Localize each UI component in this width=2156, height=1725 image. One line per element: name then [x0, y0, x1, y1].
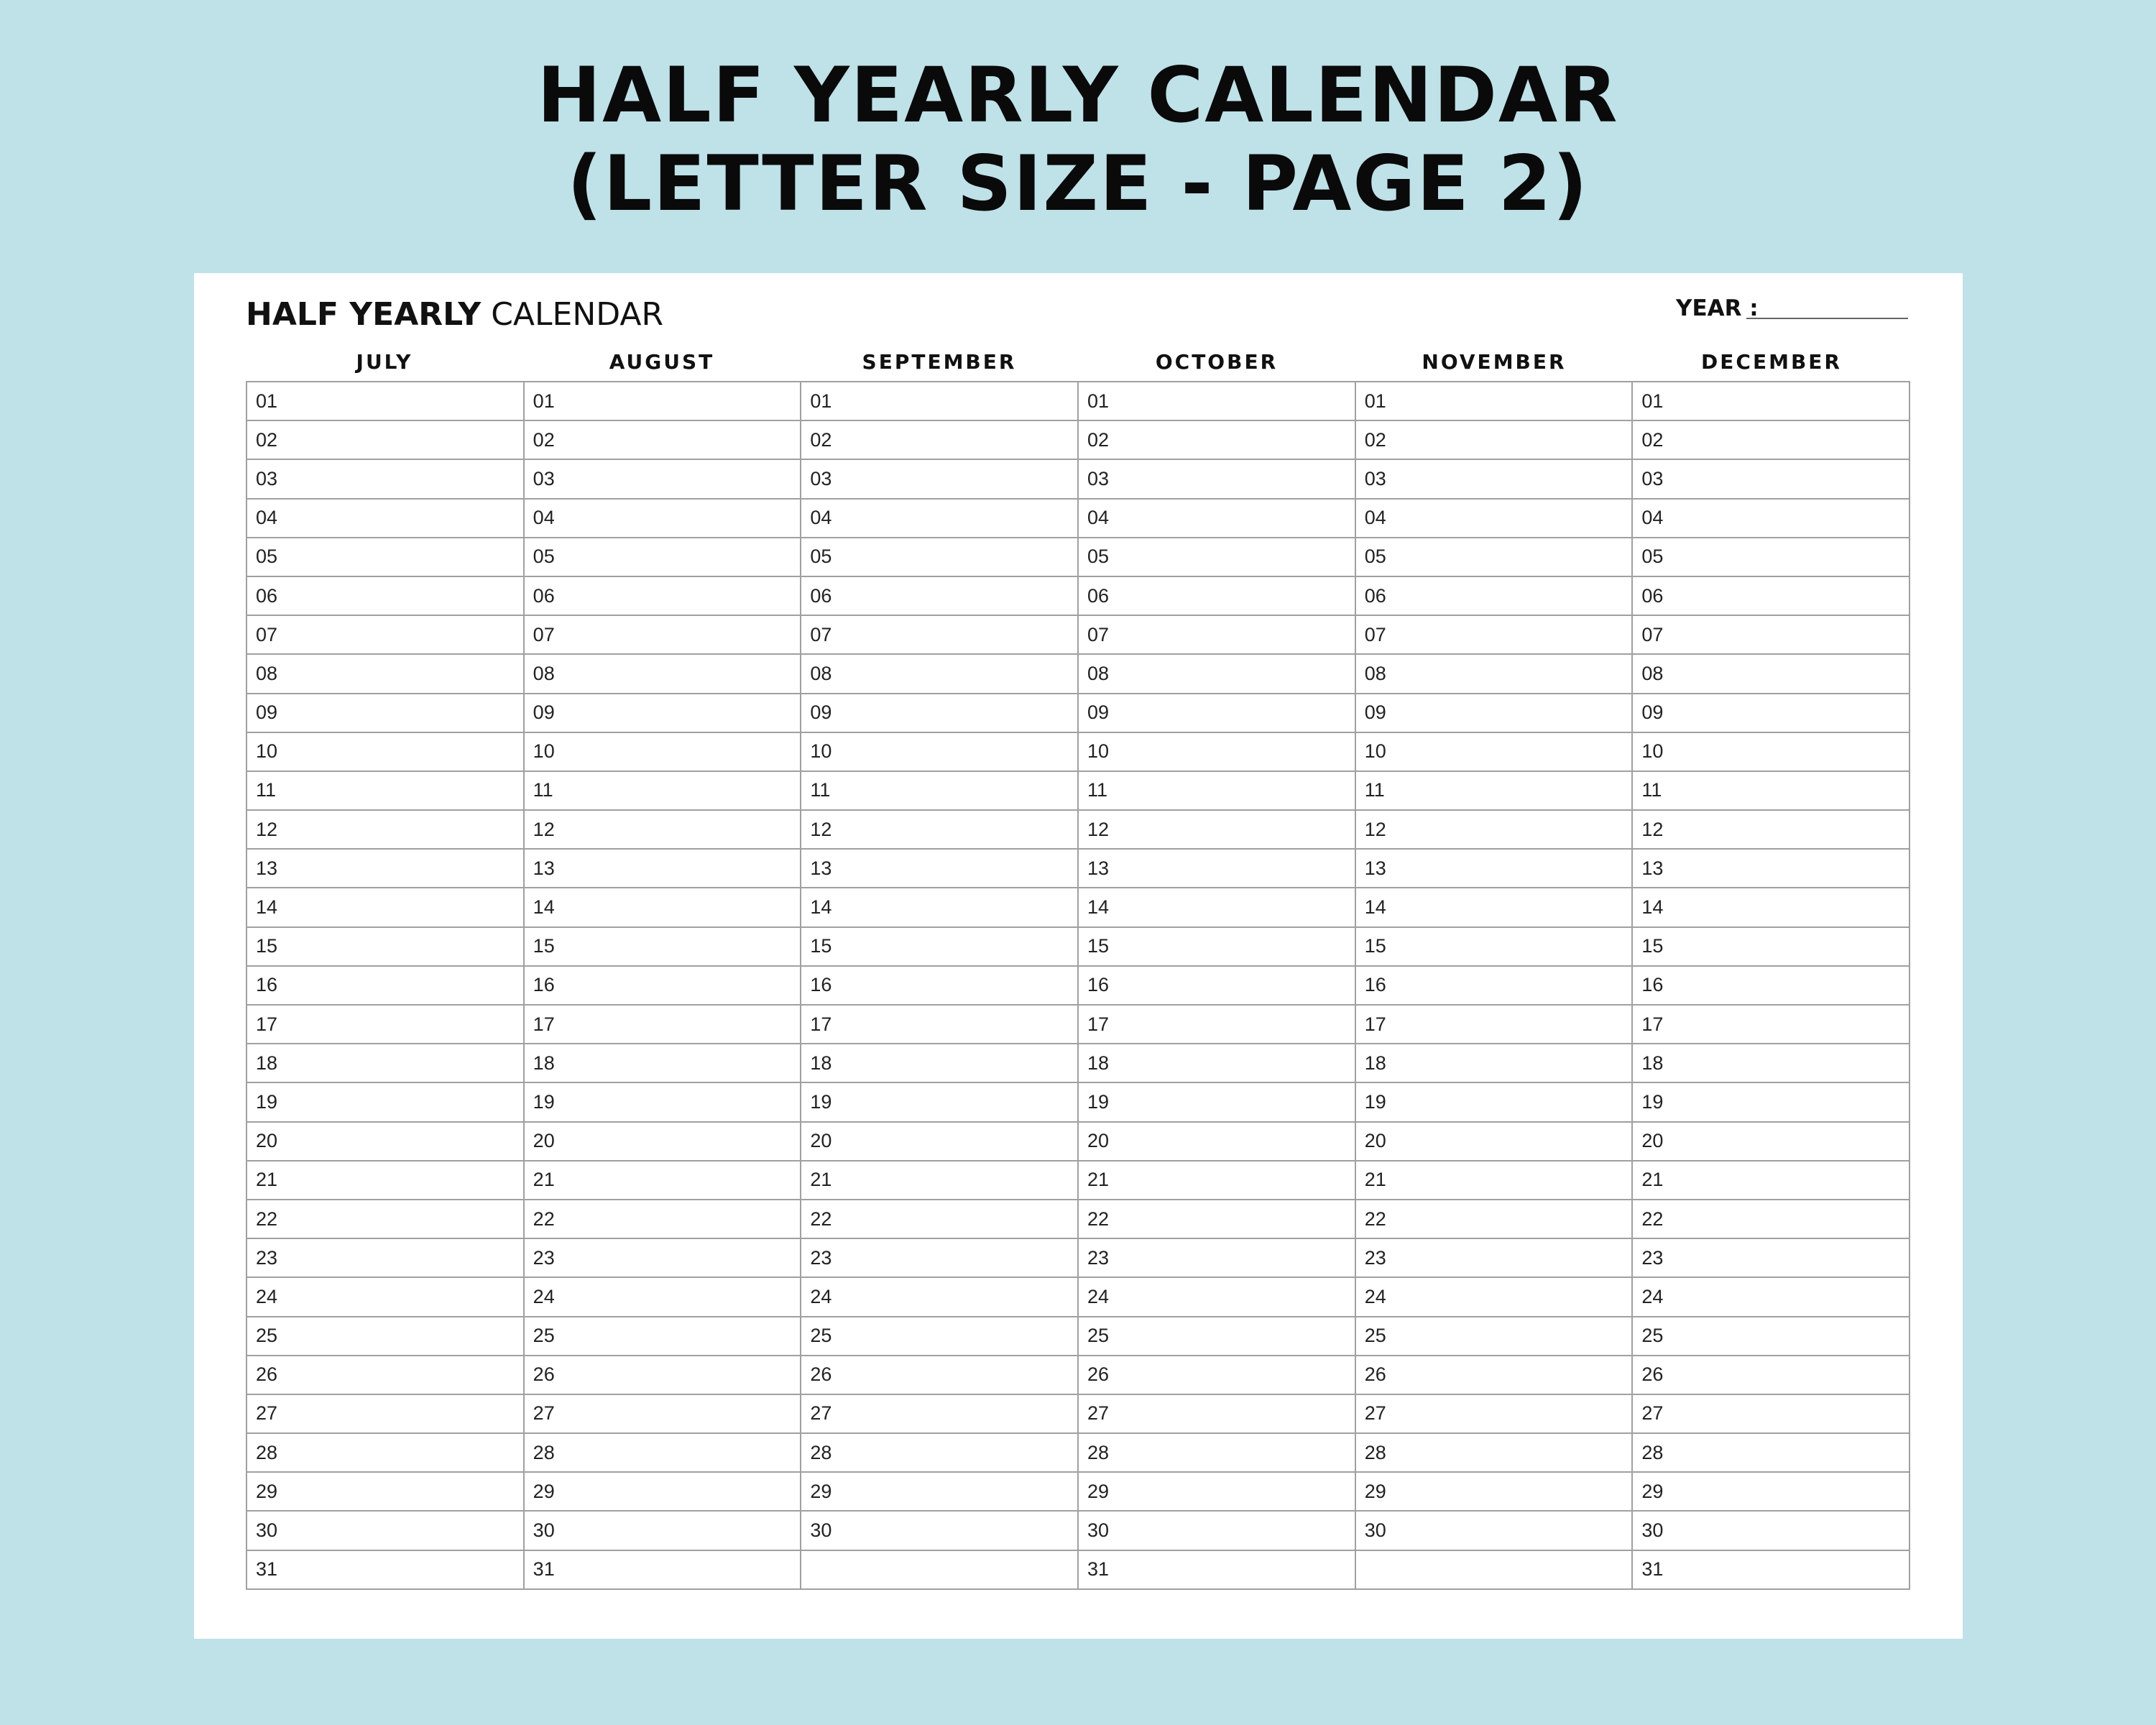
day-cell[interactable]: 24: [1356, 1278, 1632, 1317]
day-cell[interactable]: 27: [525, 1395, 801, 1434]
day-cell[interactable]: 12: [1079, 811, 1355, 850]
month-column-july: [247, 382, 525, 1588]
day-cell[interactable]: 27: [801, 1395, 1077, 1434]
month-column-november: [1356, 382, 1634, 1588]
day-cell[interactable]: 09: [247, 694, 523, 733]
day-cell[interactable]: 06: [801, 577, 1077, 616]
day-cell[interactable]: 09: [1633, 694, 1909, 733]
day-cell[interactable]: 16: [525, 967, 801, 1006]
month-header-october: OCTOBER: [1155, 350, 1279, 374]
month-column-september: [801, 382, 1079, 1588]
day-cell[interactable]: 17: [247, 1006, 523, 1044]
day-cell[interactable]: 24: [1633, 1278, 1909, 1317]
day-cell[interactable]: 27: [1633, 1395, 1909, 1434]
day-cell[interactable]: 09: [801, 694, 1077, 733]
day-cell[interactable]: 08: [1633, 655, 1909, 694]
day-cell[interactable]: 26: [1356, 1356, 1632, 1395]
day-cell[interactable]: 08: [1356, 655, 1632, 694]
day-cell[interactable]: 19: [247, 1083, 523, 1122]
day-cell[interactable]: 05: [1633, 538, 1909, 577]
day-cell[interactable]: 20: [1356, 1123, 1632, 1162]
day-cell[interactable]: 16: [1633, 967, 1909, 1006]
day-cell[interactable]: 06: [1079, 577, 1355, 616]
sheet-title-light: CALENDAR: [491, 296, 664, 333]
day-cell[interactable]: 03: [801, 460, 1077, 499]
day-cell[interactable]: 14: [1633, 888, 1909, 927]
day-cell[interactable]: 31: [256, 1558, 278, 1581]
day-cell[interactable]: [1356, 1551, 1632, 1588]
day-cell[interactable]: 29: [1633, 1473, 1909, 1512]
day-cell[interactable]: 25: [247, 1317, 523, 1356]
day-cell[interactable]: 12: [1633, 811, 1909, 850]
day-cell[interactable]: 04: [1356, 500, 1632, 538]
day-cell[interactable]: 03: [247, 460, 523, 499]
day-cell[interactable]: 23: [1356, 1239, 1632, 1278]
day-cell[interactable]: 29: [801, 1473, 1077, 1512]
day-cell[interactable]: 06: [247, 577, 523, 616]
day-cell[interactable]: 02: [1356, 421, 1632, 460]
day-cell[interactable]: 23: [1633, 1239, 1909, 1278]
month-header-august: AUGUST: [609, 350, 715, 374]
day-cell[interactable]: 25: [1356, 1317, 1632, 1356]
day-cell[interactable]: 10: [801, 733, 1077, 772]
day-cell[interactable]: 18: [525, 1044, 801, 1083]
day-cell[interactable]: 28: [525, 1434, 801, 1473]
day-cell[interactable]: 28: [1079, 1434, 1355, 1473]
day-cell[interactable]: 22: [1356, 1200, 1632, 1239]
day-cell[interactable]: 19: [1079, 1083, 1355, 1122]
day-cell[interactable]: 18: [1079, 1044, 1355, 1083]
month-header-november: NOVEMBER: [1422, 350, 1567, 374]
day-cell[interactable]: 31: [1087, 1558, 1110, 1581]
day-cell[interactable]: 25: [1633, 1317, 1909, 1356]
day-cell[interactable]: 23: [525, 1239, 801, 1278]
day-cell[interactable]: 21: [801, 1162, 1077, 1200]
day-cell[interactable]: 15: [247, 928, 523, 967]
day-cell[interactable]: 26: [247, 1356, 523, 1395]
day-cell[interactable]: 30: [801, 1512, 1077, 1550]
day-cell[interactable]: 12: [801, 811, 1077, 850]
day-cell[interactable]: 18: [801, 1044, 1077, 1083]
day-cell[interactable]: 23: [1079, 1239, 1355, 1278]
day-cell[interactable]: 02: [1079, 421, 1355, 460]
day-cell[interactable]: 10: [247, 733, 523, 772]
page-headline-line-2: (LETTER SIZE - PAGE 2): [567, 139, 1589, 228]
day-cell[interactable]: 15: [1079, 928, 1355, 967]
day-cell[interactable]: 10: [525, 733, 801, 772]
day-cell[interactable]: 15: [1356, 928, 1632, 967]
sheet-title: [246, 296, 664, 333]
day-cell[interactable]: 07: [1079, 616, 1355, 655]
day-cell[interactable]: 21: [247, 1162, 523, 1200]
day-cell[interactable]: 08: [801, 655, 1077, 694]
day-cell[interactable]: 26: [525, 1356, 801, 1395]
month-header-september: SEPTEMBER: [862, 350, 1017, 374]
day-cell[interactable]: 21: [525, 1162, 801, 1200]
day-cell[interactable]: 22: [525, 1200, 801, 1239]
day-cell[interactable]: 04: [525, 500, 801, 538]
day-cell[interactable]: 07: [525, 616, 801, 655]
day-cell[interactable]: 07: [247, 616, 523, 655]
day-cell[interactable]: 01: [247, 382, 523, 421]
day-cell[interactable]: 29: [1079, 1473, 1355, 1512]
day-cell[interactable]: 10: [1356, 733, 1632, 772]
day-cell[interactable]: 15: [1633, 928, 1909, 967]
day-cell[interactable]: 01: [1356, 382, 1632, 421]
day-cell[interactable]: 01: [1079, 382, 1355, 421]
day-cell[interactable]: 01: [801, 382, 1077, 421]
day-cell[interactable]: 02: [801, 421, 1077, 460]
day-cell[interactable]: 22: [1633, 1200, 1909, 1239]
day-cell[interactable]: 24: [1079, 1278, 1355, 1317]
day-cell[interactable]: 13: [247, 850, 523, 888]
day-cell[interactable]: 26: [801, 1356, 1077, 1395]
day-cell[interactable]: 05: [1079, 538, 1355, 577]
day-cell[interactable]: 03: [525, 460, 801, 499]
day-cell[interactable]: 09: [1079, 694, 1355, 733]
day-cell[interactable]: 26: [1633, 1356, 1909, 1395]
day-cell[interactable]: 10: [1633, 733, 1909, 772]
day-cell[interactable]: 28: [1356, 1434, 1632, 1473]
day-cell[interactable]: 08: [247, 655, 523, 694]
day-cell[interactable]: 11: [801, 772, 1077, 811]
day-cell[interactable]: 04: [801, 500, 1077, 538]
day-cell[interactable]: 31: [533, 1558, 555, 1581]
day-cell[interactable]: 11: [247, 772, 523, 811]
day-cell[interactable]: 07: [1633, 616, 1909, 655]
day-cell[interactable]: [801, 1551, 1077, 1588]
day-cell[interactable]: 24: [801, 1278, 1077, 1317]
day-cell[interactable]: 06: [1633, 577, 1909, 616]
day-cell[interactable]: 17: [1079, 1006, 1355, 1044]
day-cell[interactable]: 17: [1356, 1006, 1632, 1044]
day-cell[interactable]: 03: [1356, 460, 1632, 499]
calendar-sheet: [194, 273, 1963, 1639]
day-cell[interactable]: 21: [1633, 1162, 1909, 1200]
day-cell[interactable]: 17: [1633, 1006, 1909, 1044]
day-cell[interactable]: 13: [1633, 850, 1909, 888]
month-header-july: JULY: [356, 350, 413, 374]
day-cell[interactable]: 14: [525, 888, 801, 927]
day-cell[interactable]: 24: [525, 1278, 801, 1317]
month-column-october: [1079, 382, 1356, 1588]
day-cell[interactable]: 09: [1356, 694, 1632, 733]
day-cell[interactable]: 13: [1356, 850, 1632, 888]
day-cell[interactable]: 23: [801, 1239, 1077, 1278]
day-cell[interactable]: 27: [247, 1395, 523, 1434]
day-cell[interactable]: 30: [1633, 1512, 1909, 1550]
month-column-december: [1633, 382, 1909, 1588]
day-cell[interactable]: 14: [1079, 888, 1355, 927]
day-cell[interactable]: 11: [525, 772, 801, 811]
day-cell[interactable]: 16: [1079, 967, 1355, 1006]
day-cell[interactable]: 28: [801, 1434, 1077, 1473]
day-cell[interactable]: 13: [801, 850, 1077, 888]
day-cell[interactable]: 02: [1633, 421, 1909, 460]
day-cell[interactable]: 01: [525, 382, 801, 421]
day-cell[interactable]: 04: [1079, 500, 1355, 538]
day-cell[interactable]: 03: [1633, 460, 1909, 499]
day-cell[interactable]: 29: [525, 1473, 801, 1512]
day-cell[interactable]: 18: [247, 1044, 523, 1083]
day-cell[interactable]: 14: [801, 888, 1077, 927]
day-cell[interactable]: 04: [1633, 500, 1909, 538]
day-cell[interactable]: 15: [801, 928, 1077, 967]
day-cell[interactable]: 11: [1633, 772, 1909, 811]
month-header-december: DECEMBER: [1701, 350, 1842, 374]
day-cell[interactable]: 05: [801, 538, 1077, 577]
year-input-line[interactable]: [1746, 318, 1908, 319]
day-cell[interactable]: 04: [247, 500, 523, 538]
day-cell[interactable]: 24: [247, 1278, 523, 1317]
day-cell[interactable]: 16: [801, 967, 1077, 1006]
day-cell[interactable]: 20: [1633, 1123, 1909, 1162]
day-cell[interactable]: 08: [525, 655, 801, 694]
day-cell[interactable]: 19: [1356, 1083, 1632, 1122]
day-cell[interactable]: 28: [247, 1434, 523, 1473]
day-cell[interactable]: 11: [1079, 772, 1355, 811]
day-cell[interactable]: 05: [1356, 538, 1632, 577]
day-cell[interactable]: 25: [525, 1317, 801, 1356]
day-cell[interactable]: 29: [247, 1473, 523, 1512]
day-cell[interactable]: 12: [247, 811, 523, 850]
day-cell[interactable]: 14: [247, 888, 523, 927]
day-cell[interactable]: 22: [1079, 1200, 1355, 1239]
day-cell[interactable]: 13: [1079, 850, 1355, 888]
calendar-grid: [246, 381, 1910, 1590]
day-cell[interactable]: 19: [801, 1083, 1077, 1122]
day-cell[interactable]: 26: [1079, 1356, 1355, 1395]
day-cell[interactable]: 16: [247, 967, 523, 1006]
day-cell[interactable]: 30: [525, 1512, 801, 1550]
day-cell[interactable]: 27: [1079, 1395, 1355, 1434]
day-cell[interactable]: 20: [1079, 1123, 1355, 1162]
day-cell[interactable]: 02: [525, 421, 801, 460]
day-cell[interactable]: 30: [1356, 1512, 1632, 1550]
day-cell[interactable]: 19: [525, 1083, 801, 1122]
day-cell[interactable]: 23: [247, 1239, 523, 1278]
day-cell[interactable]: 22: [247, 1200, 523, 1239]
month-column-august: [525, 382, 802, 1588]
day-cell[interactable]: 14: [1356, 888, 1632, 927]
day-cell[interactable]: 17: [525, 1006, 801, 1044]
day-cell[interactable]: 17: [801, 1006, 1077, 1044]
day-cell[interactable]: 16: [1356, 967, 1632, 1006]
day-cell[interactable]: 03: [1079, 460, 1355, 499]
day-cell[interactable]: 20: [247, 1123, 523, 1162]
day-cell[interactable]: 28: [1633, 1434, 1909, 1473]
day-cell[interactable]: 25: [1079, 1317, 1355, 1356]
day-cell[interactable]: 10: [1079, 733, 1355, 772]
day-cell[interactable]: 25: [801, 1317, 1077, 1356]
day-cell[interactable]: 06: [1356, 577, 1632, 616]
day-cell[interactable]: 30: [1079, 1512, 1355, 1550]
day-cell[interactable]: 12: [525, 811, 801, 850]
day-cell[interactable]: 07: [1356, 616, 1632, 655]
day-cell[interactable]: 30: [247, 1512, 523, 1550]
day-cell[interactable]: 06: [525, 577, 801, 616]
day-cell[interactable]: 21: [1079, 1162, 1355, 1200]
day-cell[interactable]: 20: [801, 1123, 1077, 1162]
day-cell[interactable]: 08: [1079, 655, 1355, 694]
day-cell[interactable]: 07: [801, 616, 1077, 655]
day-cell[interactable]: 21: [1356, 1162, 1632, 1200]
day-cell[interactable]: 05: [247, 538, 523, 577]
day-cell[interactable]: 15: [525, 928, 801, 967]
day-cell[interactable]: 27: [1356, 1395, 1632, 1434]
months-header: [246, 348, 1910, 377]
year-label: YEAR :: [1676, 295, 1759, 321]
day-cell[interactable]: 01: [1633, 382, 1909, 421]
day-cell[interactable]: 22: [801, 1200, 1077, 1239]
day-cell[interactable]: 12: [1356, 811, 1632, 850]
day-cell[interactable]: 20: [525, 1123, 801, 1162]
day-cell[interactable]: 13: [525, 850, 801, 888]
day-cell[interactable]: 29: [1356, 1473, 1632, 1512]
day-cell[interactable]: 05: [525, 538, 801, 577]
day-cell[interactable]: 19: [1633, 1083, 1909, 1122]
day-cell[interactable]: 18: [1356, 1044, 1632, 1083]
day-cell[interactable]: 31: [1641, 1558, 1664, 1581]
day-cell[interactable]: 18: [1633, 1044, 1909, 1083]
day-cell[interactable]: 09: [525, 694, 801, 733]
page-headline-line-1: HALF YEARLY CALENDAR: [537, 51, 1619, 139]
sheet-title-bold: HALF YEARLY: [246, 296, 482, 333]
day-cell[interactable]: 02: [247, 421, 523, 460]
day-cell[interactable]: 11: [1356, 772, 1632, 811]
